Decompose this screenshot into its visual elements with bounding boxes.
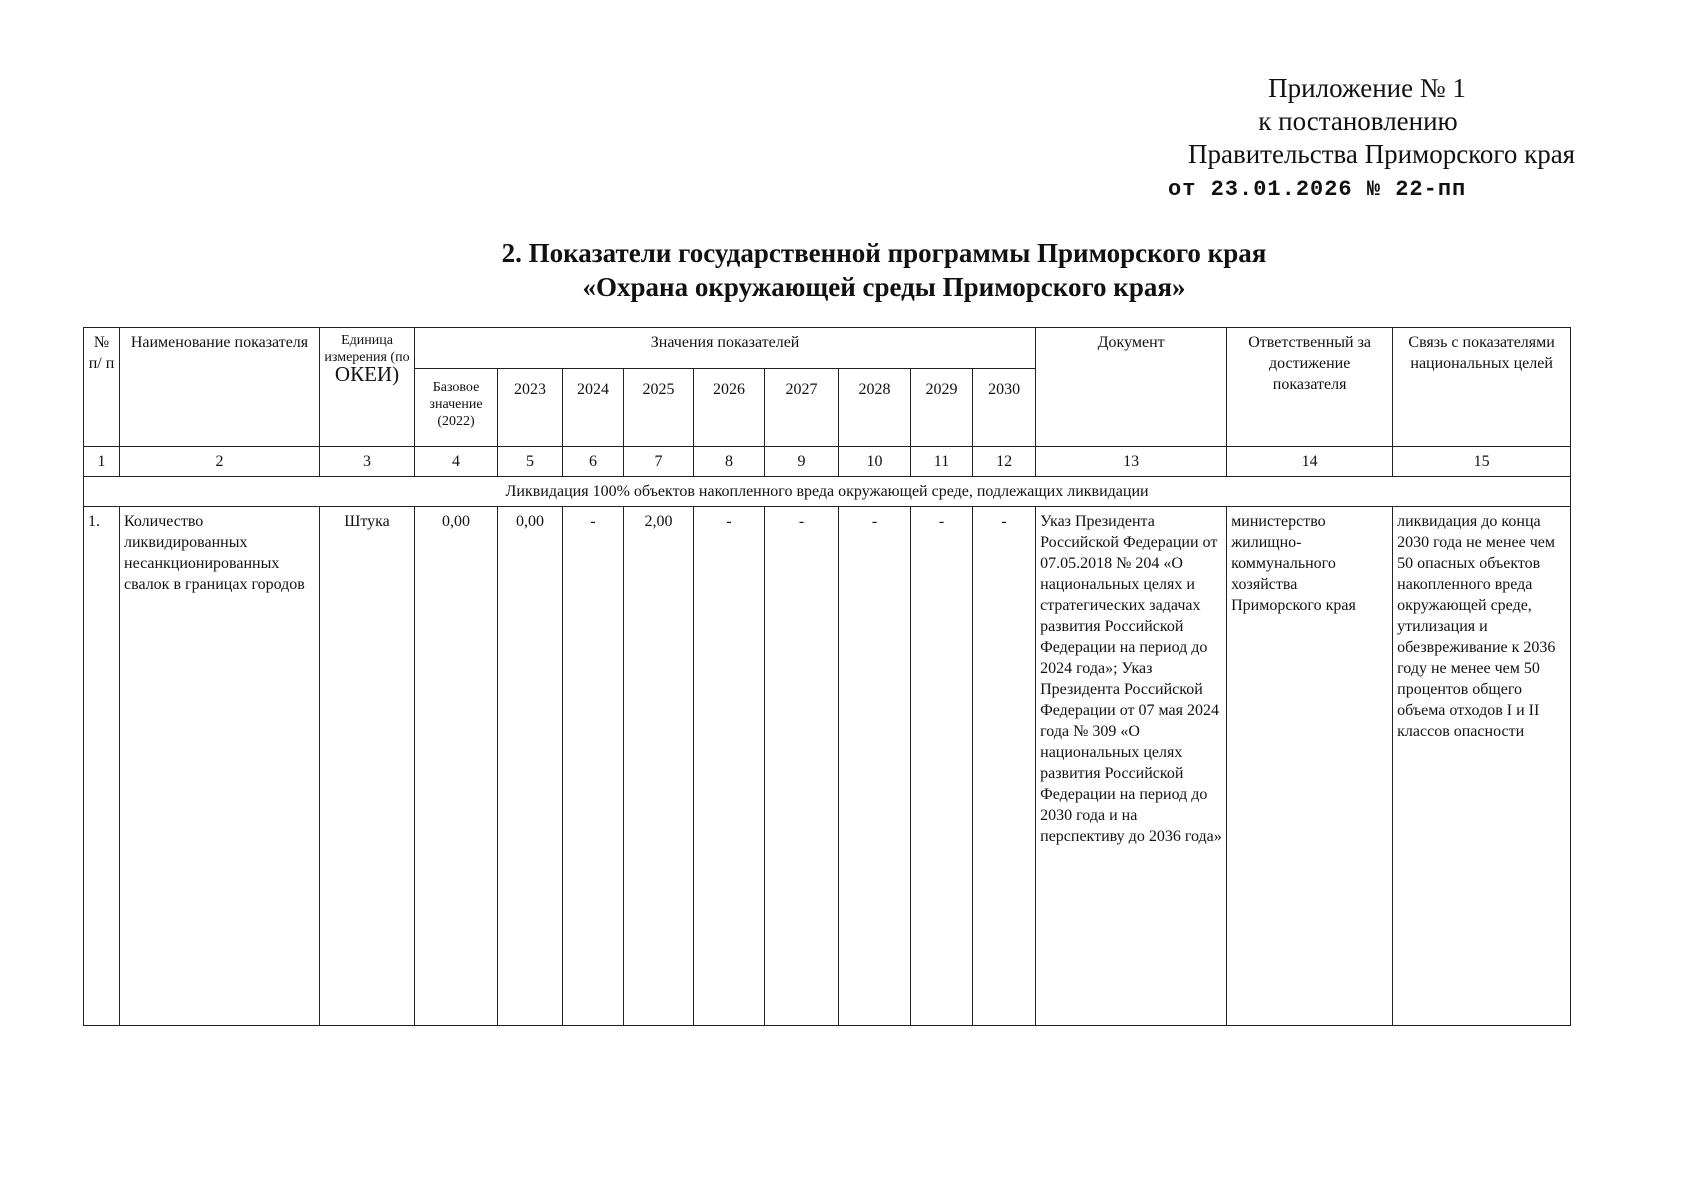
registration-stamp: от 23.01.2026 № 22-пп — [1168, 177, 1467, 202]
header-year-2030: 2030 — [973, 369, 1036, 447]
header-year-2027: 2027 — [765, 369, 839, 447]
document-title — [0, 236, 1698, 304]
header-link: Связь с показателями национальных целей — [1393, 328, 1571, 447]
header-year-2023: 2023 — [498, 369, 563, 447]
row-value-2024: - — [563, 507, 624, 1026]
title-line-2: «Охрана окружающей среды Приморского края» — [582, 272, 1186, 302]
column-number: 13 — [1036, 447, 1227, 477]
column-number: 15 — [1393, 447, 1571, 477]
appendix-line-2: к постановлению — [1258, 106, 1458, 136]
header-year-2029: 2029 — [911, 369, 973, 447]
header-num: № п/ п — [84, 328, 120, 447]
row-name: Количество ликвидированных несанкционированных свалок в границах городов — [120, 507, 320, 1026]
header-document: Документ — [1036, 328, 1227, 447]
row-link: ликвидация до конца 2030 года не менее чем 50 опасных объектов накопленного вреда окружающей среде, утилизация и обезвреживание к 2036 году не менее чем 50 процентов общего объема отходов I и II классов опасности — [1393, 507, 1571, 1026]
row-unit: Штука — [320, 507, 415, 1026]
row-value-2029: - — [911, 507, 973, 1026]
section-title: Ликвидация 100% объектов накопленного вреда окружающей среде, подлежащих ликвидации — [84, 477, 1571, 507]
column-number-row — [84, 447, 1571, 477]
header-row-1 — [84, 328, 1571, 369]
column-number: 10 — [839, 447, 911, 477]
row-document: Указ Президента Российской Федерации от 07.05.2018 № 204 «О национальных целях и стратегических задачах развития Российской Федерации на период до 2024 года»; Указ Президента Российской Федерации от 07 мая 2024 года № 309 «О национальных целях развития Российской Федерации на период до 2030 года и на перспективу до 2036 года» — [1036, 507, 1227, 1026]
row-value-2026: - — [694, 507, 765, 1026]
header-unit — [320, 328, 415, 447]
column-number: 8 — [694, 447, 765, 477]
column-number: 1 — [84, 447, 120, 477]
column-number: 14 — [1227, 447, 1393, 477]
appendix-line-1: Приложение № 1 — [1268, 73, 1466, 103]
header-values-group: Значения показателей — [415, 328, 1036, 369]
header-unit-bottom: ОКЕИ) — [334, 362, 400, 386]
header-year-2028: 2028 — [839, 369, 911, 447]
header-year-2024: 2024 — [563, 369, 624, 447]
section-row — [84, 477, 1571, 507]
indicators-table — [83, 327, 1571, 1026]
header-year-2025: 2025 — [624, 369, 694, 447]
header-name: Наименование показателя — [120, 328, 320, 447]
column-number: 5 — [498, 447, 563, 477]
row-responsible: министерство жилищно-коммунального хозяйства Приморского края — [1227, 507, 1393, 1026]
appendix-line-3: Правительства Приморского края — [1188, 139, 1576, 169]
header-year-2026: 2026 — [694, 369, 765, 447]
title-line-1: 2. Показатели государственной программы Приморского края — [501, 238, 1267, 268]
row-value-2027: - — [765, 507, 839, 1026]
row-value-2030: - — [973, 507, 1036, 1026]
column-number: 12 — [973, 447, 1036, 477]
header-responsible: Ответственный за достижение показателя — [1227, 328, 1393, 447]
header-base: Базовое значение (2022) — [415, 369, 498, 447]
table-row — [84, 507, 1571, 1026]
row-value-2028: - — [839, 507, 911, 1026]
appendix-block — [1148, 72, 1576, 206]
column-number: 11 — [911, 447, 973, 477]
column-number: 3 — [320, 447, 415, 477]
column-number: 4 — [415, 447, 498, 477]
row-base: 0,00 — [415, 507, 498, 1026]
column-number: 6 — [563, 447, 624, 477]
row-value-2025: 2,00 — [624, 507, 694, 1026]
column-number: 2 — [120, 447, 320, 477]
row-value-2023: 0,00 — [498, 507, 563, 1026]
column-number: 9 — [765, 447, 839, 477]
column-number: 7 — [624, 447, 694, 477]
header-unit-top: Единица измерения (по — [324, 333, 410, 365]
row-num: 1. — [84, 507, 120, 1026]
